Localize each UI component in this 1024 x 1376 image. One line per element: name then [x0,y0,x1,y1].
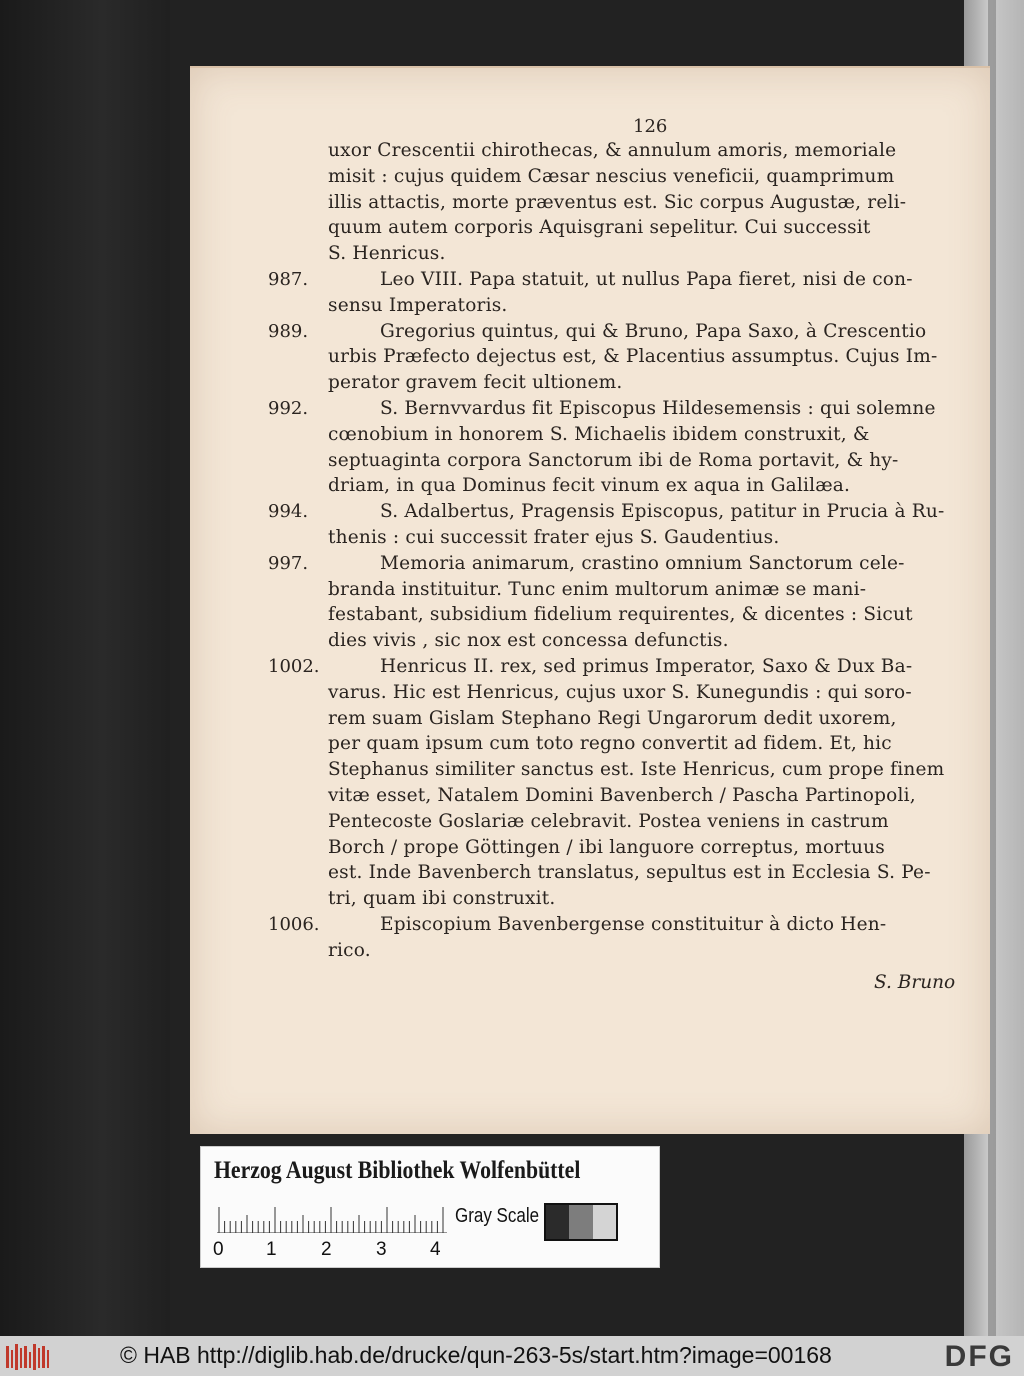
text-line: Gregorius quintus, qui & Bruno, Papa Saxo, à Crescentio [380,320,927,342]
entry-year: 989. [268,320,309,342]
text-line: perator gravem fecit ultionem. [328,372,623,394]
left-book-fold [0,0,170,1336]
text-line: rico. [328,939,371,961]
text-line: rem suam Gislam Stephano Regi Ungarorum dedit uxorem, [328,707,897,729]
text-line: septuaginta corpora Sanctorum ibi de Roma portavit, & hy- [328,449,899,471]
scale-label-4: 4 [430,1239,441,1260]
text-line: cœnobium in honorem S. Michaelis ibidem construxit, & [328,423,870,445]
text-line: sensu Imperatoris. [328,294,508,316]
text-line: urbis Præfecto dejectus est, & Placentius assumptus. Cujus Im- [328,346,938,368]
text-line: S. Adalbertus, Pragensis Episcopus, patitur in Prucia à Ru- [380,501,945,523]
text-line: S. Bernvvardus fit Episcopus Hildesemensis : qui solemne [380,398,936,419]
text-line: est. Inde Bavenberch translatus, sepultus est in Ecclesia S. Pe- [328,862,931,884]
text-line: misit : cujus quidem Cæsar nescius veneficii, quamprimum [328,165,895,187]
color-reference-card [200,1146,660,1268]
text-line: Episcopium Bavenbergense constituitur à dicto Hen- [380,914,887,935]
text-line: Henricus II. rex, sed primus Imperator, Saxo & Dux Ba- [380,656,913,677]
text-line: Stephanus similiter sanctus est. Iste Henricus, cum prope finem [328,759,945,781]
entry-year: 994. [268,501,309,523]
entry-year: 987. [268,269,309,290]
entry-year: 1006. [268,914,320,935]
entry-year: 992. [268,398,309,419]
scale-label-3: 3 [376,1239,387,1260]
card-title: Herzog August Bibliothek Wolfenbüttel [214,1157,581,1184]
text-line: uxor Crescentii chirothecas, & annulum amoris, memoriale [328,140,897,161]
swatch-mid-gray [569,1205,592,1239]
text-line: Memoria animarum, crastino omnium Sanctorum cele- [380,552,905,574]
text-line: branda instituitur. Tunc enim multorum animæ se mani- [328,578,867,600]
text-line: varus. Hic est Henricus, cujus uxor S. Kunegundis : qui soro- [328,681,912,703]
text-line: dies vivis , sic nox est concessa defunctis. [328,630,729,652]
scale-label-0: 0 [213,1239,224,1260]
scale-label-2: 2 [321,1239,332,1260]
text-line: driam, in qua Dominus fecit vinum ex aqua in Galilæa. [328,475,851,497]
footer-copyright-url: © HAB http://diglib.hab.de/drucke/qun-263-5s/start.htm?image=00168 [120,1342,832,1368]
text-line: festabant, subsidium fidelium requirentes, & dicentes : Sicut [328,604,913,626]
text-line: S. Henricus. [328,243,446,265]
dfg-logo: DFG [944,1340,1014,1373]
text-line: illis attactis, morte præventus est. Sic corpus Augustæ, reli- [328,191,907,213]
scale-label-1: 1 [266,1239,277,1260]
entry-year: 1002. [268,656,320,677]
entry-year: 997. [268,552,309,574]
ruler-scale [217,1207,447,1233]
text-line: Leo VIII. Papa statuit, ut nullus Papa fieret, nisi de con- [380,269,913,290]
footer-bar [0,1336,1024,1376]
page-number: 126 [633,116,668,137]
text-line: quum autem corporis Aquisgrani sepelitur. Cui successit [328,217,871,239]
catchword: S. Bruno [874,971,956,993]
gray-scale-label: Gray Scale [455,1205,540,1227]
text-line: Pentecoste Goslariæ celebravit. Postea veniens in castrum [328,810,889,832]
text-line: tri, quam ibi construxit. [328,888,556,910]
swatch-black [546,1205,569,1239]
swatch-light-gray [593,1205,616,1239]
hab-barcode-logo-icon [6,1344,50,1370]
text-line: Borch / prope Göttingen / ibi languore correptus, mortuus [328,836,885,858]
text-line: per quam ipsum cum toto regno convertit ad fidem. Et, hic [328,733,892,755]
text-line: thenis : cui successit frater ejus S. Gaudentius. [328,527,780,548]
gray-swatches [544,1203,618,1241]
text-line: vitæ esset, Natalem Domini Bavenberch / Pascha Partinopoli, [328,785,916,806]
